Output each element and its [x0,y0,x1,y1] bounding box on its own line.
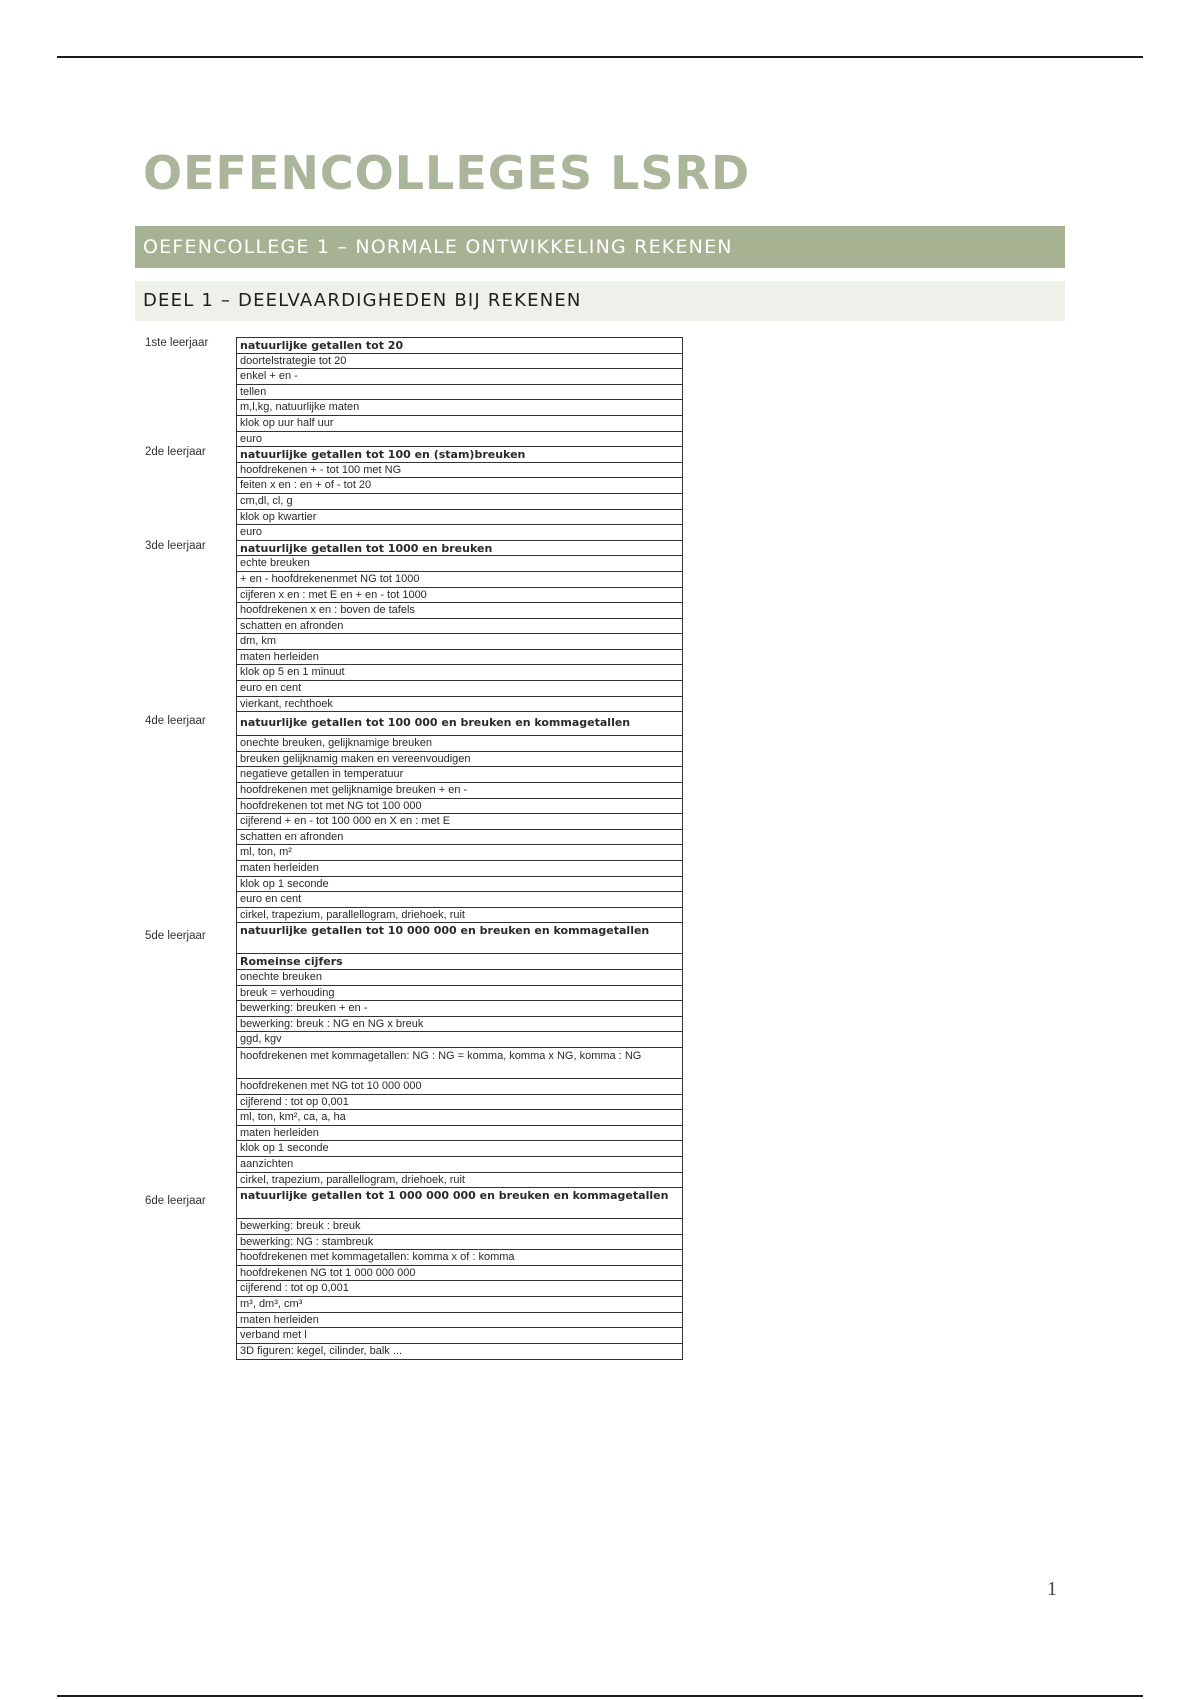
table-row: cijferend : tot op 0,001 [237,1281,682,1297]
table-row: schatten en afronden [237,830,682,846]
table-row: klok op 5 en 1 minuut [237,665,682,681]
table-row: vierkant, rechthoek [237,697,682,713]
table-row: klok op 1 seconde [237,877,682,893]
table-row: cijferend : tot op 0,001 [237,1095,682,1111]
table-row: schatten en afronden [237,619,682,635]
table-row: cm,dl, cl, g [237,494,682,510]
table-row: klok op uur half uur [237,416,682,432]
table-row: + en - hoofdrekenenmet NG tot 1000 [237,572,682,588]
table-row: euro [237,525,682,541]
year-label: 1ste leerjaar [145,336,209,349]
table-row: breuk = verhouding [237,986,682,1002]
table-row: hoofdrekenen x en : boven de tafels [237,603,682,619]
table-heading-row: natuurlijke getallen tot 1 000 000 000 en breuken en kommagetallen [237,1188,682,1219]
table-row: bewerking: breuken + en - [237,1001,682,1017]
table-row: bewerking: NG : stambreuk [237,1235,682,1251]
table-heading-row: Romeinse cijfers [237,954,682,970]
year-label: 2de leerjaar [145,446,206,458]
table-row: bewerking: breuk : breuk [237,1219,682,1235]
bottom-rule [57,1695,1143,1697]
section-banner: OEFENCOLLEGE 1 – NORMALE ONTWIKKELING REKENEN [135,226,1065,268]
table-row: aanzichten [237,1157,682,1173]
table-heading-row: natuurlijke getallen tot 100 000 en breuken en kommagetallen [237,712,682,736]
table-row: maten herleiden [237,650,682,666]
table-row: m³, dm³, cm³ [237,1297,682,1313]
table-row: hoofdrekenen met NG tot 10 000 000 [237,1079,682,1095]
table-row: feiten x en : en + of - tot 20 [237,478,682,494]
page-number: 1 [1047,1578,1057,1600]
table-row: hoofdrekenen met gelijknamige breuken + en - [237,783,682,799]
table-row: onechte breuken, gelijknamige breuken [237,736,682,752]
page-title: OEFENCOLLEGES LSRD [143,146,751,200]
subsection-banner: DEEL 1 – DEELVAARDIGHEDEN BIJ REKENEN [135,281,1065,321]
table-row: breuken gelijknamig maken en vereenvoudigen [237,752,682,768]
table-row: negatieve getallen in temperatuur [237,767,682,783]
year-label: 6de leerjaar [145,1194,206,1207]
table-row: cirkel, trapezium, parallellogram, driehoek, ruit [237,908,682,924]
table-heading-row: natuurlijke getallen tot 20 [237,338,682,354]
table-heading-row: natuurlijke getallen tot 100 en (stam)breuken [237,447,682,463]
table-row: doortelstrategie tot 20 [237,354,682,370]
year-label: 4de leerjaar [145,715,206,728]
table-row: hoofdrekenen + - tot 100 met NG [237,463,682,479]
table-row: 3D figuren: kegel, cilinder, balk ... [240,1344,403,1357]
table-row: klok op kwartier [237,510,682,526]
table-row: maten herleiden [237,861,682,877]
table-row: euro en cent [237,892,682,908]
table-row: maten herleiden [237,1126,682,1142]
table-row: euro [237,432,682,448]
table-row: m,l,kg, natuurlijke maten [237,400,682,416]
table-row: hoofdrekenen met kommagetallen: komma x of : komma [237,1250,682,1266]
table-row: klok op 1 seconde [237,1141,682,1157]
table-row: cijferend + en - tot 100 000 en X en : met E [237,814,682,830]
table-row: dm, km [237,634,682,650]
table-row: onechte breuken [237,970,682,986]
skills-table [236,337,683,1360]
table-row: ml, ton, m² [237,845,682,861]
table-row: cirkel, trapezium, parallellogram, driehoek, ruit [237,1173,682,1189]
table-row: hoofdrekenen NG tot 1 000 000 000 [237,1266,682,1282]
top-rule [57,56,1143,58]
table-heading-row: natuurlijke getallen tot 1000 en breuken [237,541,682,557]
table-row: ggd, kgv [237,1032,682,1048]
table-row: enkel + en - [237,369,682,385]
table-row: echte breuken [237,556,682,572]
table-row: hoofdrekenen tot met NG tot 100 000 [237,799,682,815]
year-label: 5de leerjaar [145,930,206,943]
table-row: hoofdrekenen met kommagetallen: NG : NG = komma, komma x NG, komma : NG [237,1048,682,1079]
table-row: euro en cent [237,681,682,697]
table-row: ml, ton, km², ca, a, ha [237,1110,682,1126]
year-label: 3de leerjaar [145,539,206,552]
table-row: verband met l [237,1328,682,1344]
table-row: bewerking: breuk : NG en NG x breuk [237,1017,682,1033]
table-row: tellen [237,385,682,401]
table-heading-row: natuurlijke getallen tot 10 000 000 en breuken en kommagetallen [237,923,682,954]
table-row: maten herleiden [237,1313,682,1329]
table-row: cijferen x en : met E en + en - tot 1000 [237,588,682,604]
